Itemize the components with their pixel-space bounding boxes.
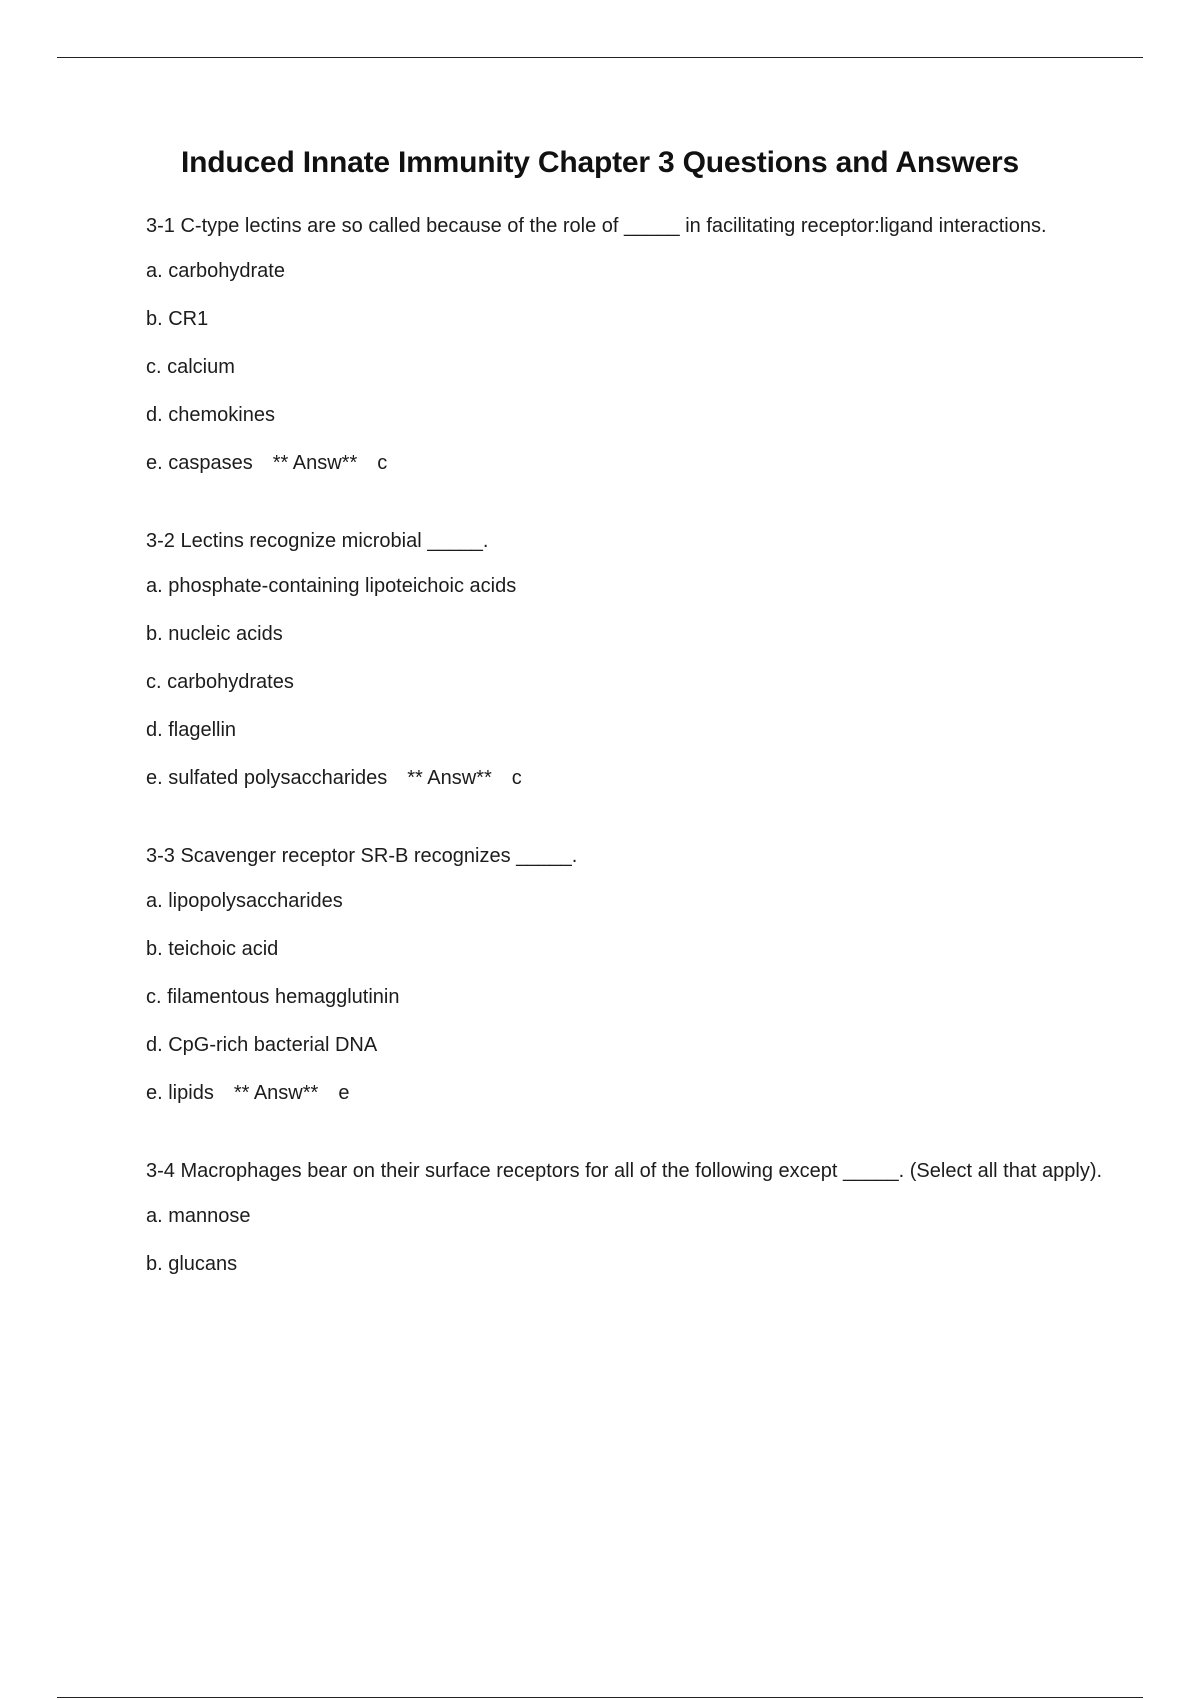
answer-value: e [338,1082,350,1104]
answer-tag: ** Answ** [233,1082,319,1104]
option-d: d. chemokines [146,404,275,426]
question-text: 3-3 Scavenger receptor SR-B recognizes _____. [146,845,578,867]
question-text: 3-2 Lectins recognize microbial _____. [146,530,489,552]
page-title: Induced Innate Immunity Chapter 3 Questions and Answers [180,146,1020,179]
question-3-4 [146,1155,1106,1280]
option-e: e. lipids [146,1082,214,1104]
top-rule [57,57,1143,58]
option-e: e. caspases [146,452,253,474]
answer-value: c [511,767,522,789]
option-a: a. mannose [146,1205,251,1227]
question-3-1 [146,210,1106,479]
option-b: b. glucans [146,1253,238,1275]
answer-tag: ** Answ** [272,452,358,474]
question-list [146,210,1106,1296]
option-d: d. flagellin [146,719,237,741]
option-d: d. CpG-rich bacterial DNA [146,1034,378,1056]
option-e-with-answer [146,447,1106,479]
answer-tag: ** Answ** [407,767,492,789]
option-b: b. teichoic acid [146,938,279,960]
question-text: 3-4 Macrophages bear on their surface receptors for all of the following except _____. (Select all that apply). [146,1160,1103,1182]
option-e-with-answer [146,762,1106,794]
bottom-rule [57,1697,1143,1698]
option-c: c. filamentous hemagglutinin [146,986,400,1008]
question-3-2 [146,525,1106,794]
option-c: c. calcium [146,356,235,378]
option-b: b. CR1 [146,308,209,330]
option-a: a. lipopolysaccharides [146,890,343,912]
option-e: e. sulfated polysaccharides [146,767,388,789]
option-c: c. carbohydrates [146,671,294,693]
option-a: a. phosphate-containing lipoteichoic acids [146,575,517,597]
option-b: b. nucleic acids [146,623,283,645]
option-a: a. carbohydrate [146,260,285,282]
answer-value: c [377,452,388,474]
question-text: 3-1 C-type lectins are so called because of the role of _____ in facilitating receptor:ligand interactions. [146,215,1047,237]
question-3-3 [146,840,1106,1109]
option-e-with-answer [146,1077,1106,1109]
